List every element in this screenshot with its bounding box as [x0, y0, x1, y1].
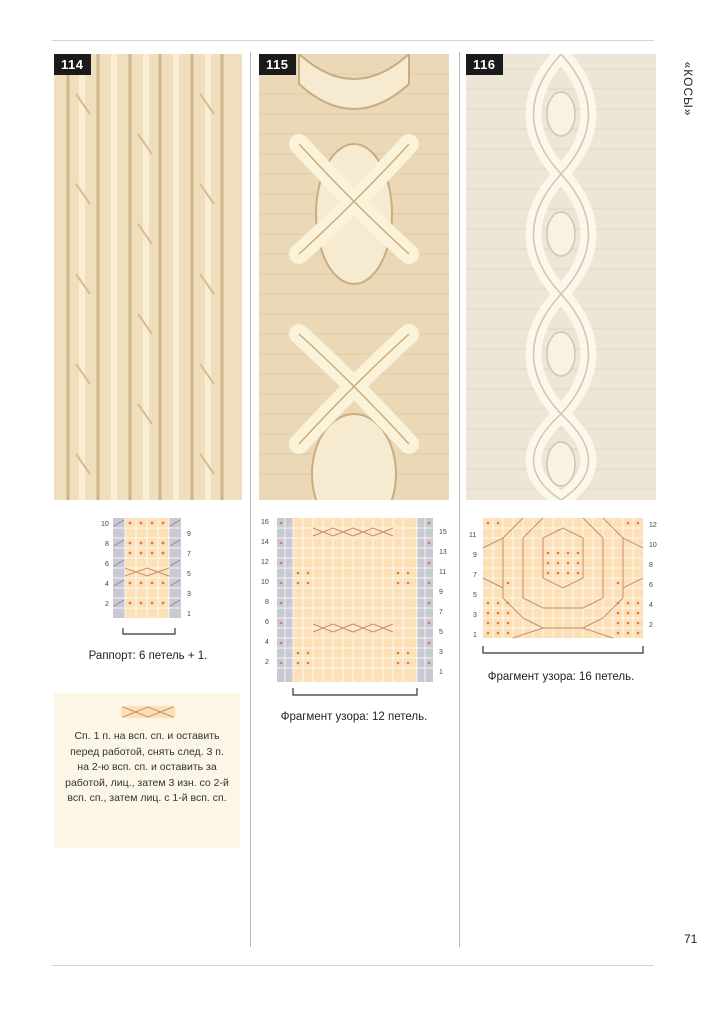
row-number: 10 [261, 579, 269, 586]
pattern-number: 115 [259, 54, 296, 75]
row-number: 13 [439, 549, 447, 556]
chart-caption: Фрагмент узора: 12 петель. [280, 711, 428, 723]
bottom-rule [52, 965, 654, 966]
x-cable-swatch [259, 54, 449, 500]
cable-cross-symbol-icon [121, 705, 175, 719]
pattern-number: 116 [466, 54, 503, 75]
row-number: 12 [261, 559, 269, 566]
knitting-chart-115 [255, 512, 455, 702]
row-number: 5 [187, 571, 191, 578]
row-number: 5 [439, 629, 443, 636]
repeat-bracket [123, 628, 175, 634]
repeat-bracket [483, 646, 643, 653]
row-number: 6 [265, 619, 269, 626]
row-number: 4 [649, 602, 653, 609]
row-number: 10 [101, 521, 109, 528]
row-number: 3 [473, 612, 477, 619]
knit-photo-116 [466, 54, 656, 500]
row-number: 8 [105, 541, 109, 548]
knitting-chart-116 [465, 512, 660, 672]
row-number: 2 [265, 659, 269, 666]
row-number: 12 [649, 522, 657, 529]
legend-description: Сп. 1 п. на всп. сп. и оставить перед работой, снять след. 3 п. на 2-ю всп. сп. и оставить за работой, лиц., затем 3 изн. со 2-й всп. сп., затем лиц. с 1-й всп. сп. [65, 730, 229, 804]
chart-caption: Раппорт: 6 петель + 1. [88, 650, 208, 662]
symbol-legend [54, 693, 240, 848]
row-number: 8 [649, 562, 653, 569]
chart-caption: Фрагмент узора: 16 петель. [487, 671, 635, 683]
row-number: 10 [649, 542, 657, 549]
row-number: 5 [473, 592, 477, 599]
honeycomb-cable-swatch [466, 54, 656, 500]
row-number: 7 [473, 572, 477, 579]
row-number: 15 [439, 529, 447, 536]
knit-photo-115 [259, 54, 449, 500]
section-title: «КОСЫ» [681, 61, 695, 117]
pattern-number: 114 [54, 54, 91, 75]
row-number: 7 [439, 609, 443, 616]
row-number: 9 [187, 531, 191, 538]
row-number: 9 [473, 552, 477, 559]
knitting-chart-114 [95, 512, 205, 637]
row-number: 14 [261, 539, 269, 546]
row-number: 7 [187, 551, 191, 558]
row-number: 16 [261, 519, 269, 526]
row-number: 6 [105, 561, 109, 568]
column-divider [250, 52, 251, 947]
page-number: 71 [684, 932, 698, 946]
row-number: 3 [439, 649, 443, 656]
row-number: 1 [473, 632, 477, 639]
ribbed-cable-swatch [54, 54, 242, 500]
row-number: 4 [105, 581, 109, 588]
repeat-bracket [293, 688, 417, 695]
column-divider [459, 52, 460, 947]
row-number: 6 [649, 582, 653, 589]
row-number: 8 [265, 599, 269, 606]
row-number: 2 [649, 622, 653, 629]
row-number: 1 [187, 611, 191, 618]
row-number: 11 [439, 569, 447, 576]
section-tab [674, 54, 702, 130]
row-number: 4 [265, 639, 269, 646]
row-number: 11 [469, 532, 477, 539]
top-rule [52, 40, 654, 41]
row-number: 3 [187, 591, 191, 598]
knit-photo-114 [54, 54, 242, 500]
row-number: 2 [105, 601, 109, 608]
row-number: 1 [439, 669, 443, 676]
row-number: 9 [439, 589, 443, 596]
